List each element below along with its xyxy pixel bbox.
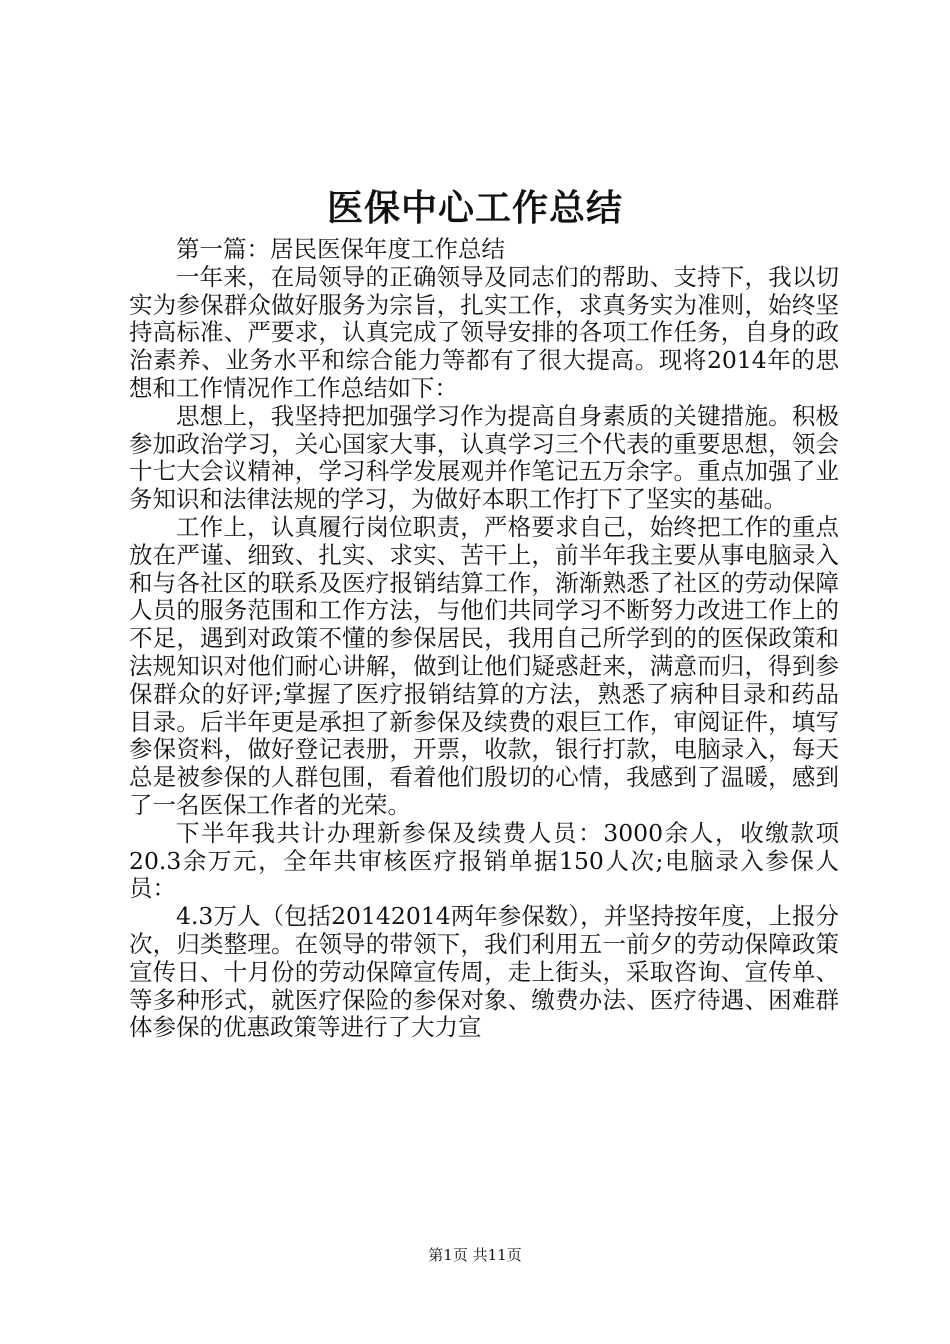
paragraph: 工作上，认真履行岗位职责，严格要求自己，始终把工作的重点放在严谨、细致、扎实、求实、苦干上，前半年我主要从事电脑录入和与各社区的联系及医疗报销结算工作，渐渐熟悉了社区的劳动保障人员的服务范围和工作方法，与他们共同学习不断努力改进工作上的不足，遇到对政策不懂的参保居民，我用自己所学到的的医保政策和法规知识对他们耐心讲解，做到让他们疑惑赶来，满意而归，得到参保群众的好评;掌握了医疗报销结算的方法，熟悉了病种目录和药品目录。后半年更是承担了新参保及续费的艰巨工作，审阅证件，填写参保资料，做好登记表册，开票，收款，银行打款，电脑录入，每天总是被参保的人群包围，看着他们殷切的心情，我感到了温暖，感到了一名医保工作者的光荣。: [129, 512, 839, 819]
document-title: 医保中心工作总结: [326, 187, 623, 229]
page-footer: 第1页 共11页: [428, 1246, 522, 1264]
paragraph: 一年来，在局领导的正确领导及同志们的帮助、支持下，我以切实为参保群众做好服务为宗旨，扎实工作，求真务实为准则，始终坚持高标准、严要求，认真完成了领导安排的各项工作任务，自身的政治素养、业务水平和综合能力等都有了很大提高。现将2014年的思想和工作情况作工作总结如下：: [129, 262, 839, 402]
document-body: [129, 236, 839, 1042]
paragraph: 思想上，我坚持把加强学习作为提高自身素质的关键措施。积极参加政治学习，关心国家大事，认真学习三个代表的重要思想，领会十七大会议精神，学习科学发展观并作笔记五万余字。重点加强了业务知识和法律法规的学习，为做好本职工作打下了坚实的基础。: [129, 401, 839, 514]
section-heading: 第一篇：居民医保年度工作总结: [176, 235, 505, 263]
paragraph: 下半年我共计办理新参保及续费人员：3000余人，收缴款项20.3余万元，全年共审核医疗报销单据150人次;电脑录入参保人员：: [129, 818, 839, 903]
paragraph: 4.3万人（包括20142014两年参保数），并坚持按年度，上报分次，归类整理。在领导的带领下，我们利用五一前夕的劳动保障政策宣传日、十月份的劳动保障宣传周，走上街头，采取咨询、宣传单、等多种形式，就医疗保险的参保对象、缴费办法、医疗待遇、困难群体参保的优惠政策等进行了大力宣: [129, 902, 839, 1042]
